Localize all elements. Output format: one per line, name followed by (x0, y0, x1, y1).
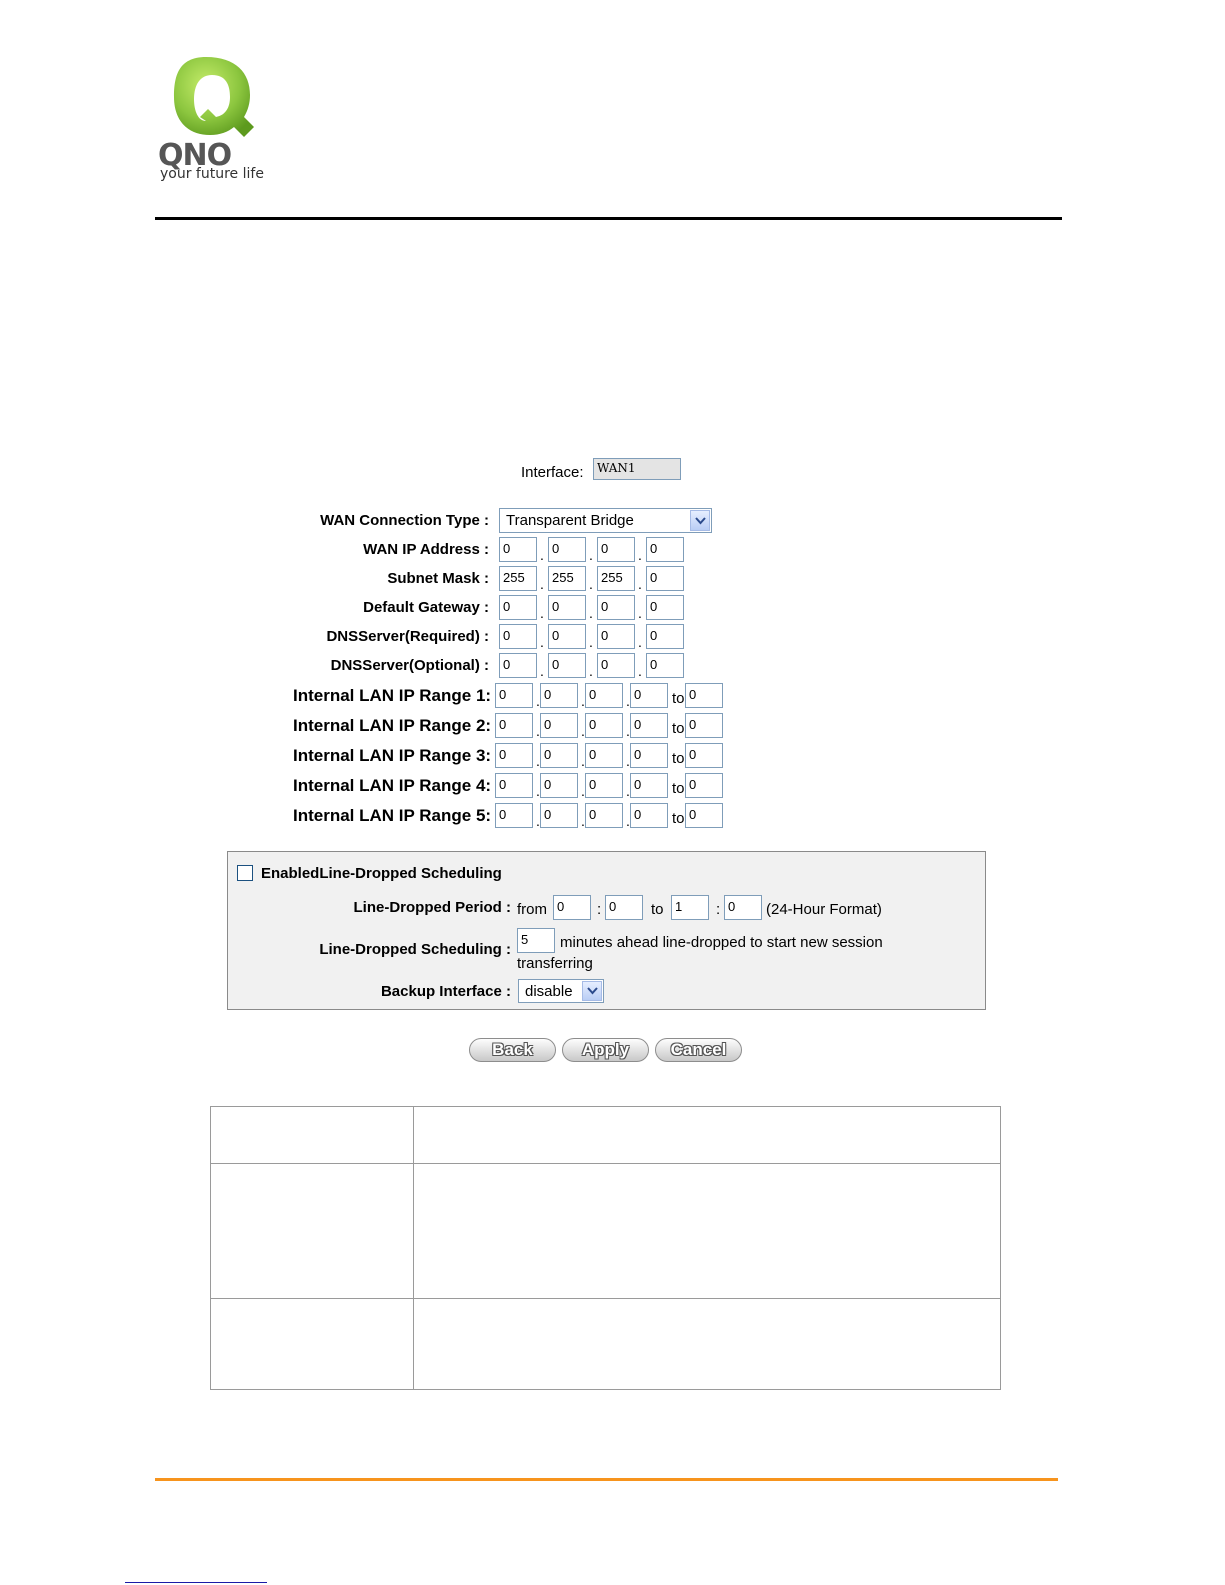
ip-dot: . (540, 547, 544, 563)
ip-dot: . (581, 813, 585, 829)
lan-range-5-label: Internal LAN IP Range 5: (293, 806, 492, 825)
line-dropped-scheduling-label: Line-Dropped Scheduling : (319, 941, 511, 958)
period-to-minute[interactable]: 0 (724, 895, 762, 920)
ip-dot: . (589, 605, 593, 621)
minutes-ahead-text: minutes ahead line-dropped to start new session (560, 934, 883, 951)
subnet-mask-octet-2[interactable]: 255 (548, 566, 586, 591)
hour-format-text: (24-Hour Format) (766, 901, 882, 918)
ip-dot: . (638, 605, 642, 621)
chevron-down-icon[interactable] (690, 510, 710, 531)
header-divider (155, 217, 1062, 220)
ip-dot: . (626, 783, 630, 799)
lan-range-1-to[interactable]: 0 (685, 683, 723, 708)
dns1-octet-4[interactable]: 0 (646, 624, 684, 649)
range-to-text: to (672, 690, 685, 707)
gateway-octet-4[interactable]: 0 (646, 595, 684, 620)
ip-dot: . (626, 813, 630, 829)
minutes-ahead-text-2: transferring (517, 955, 593, 972)
ip-dot: . (536, 813, 540, 829)
ip-dot: . (536, 753, 540, 769)
period-from-minute[interactable]: 0 (605, 895, 643, 920)
cancel-button[interactable]: Cancel (655, 1038, 742, 1062)
ip-dot: . (638, 547, 642, 563)
subnet-mask-label: Subnet Mask : (387, 570, 489, 587)
lan-range-4-octet-2[interactable]: 0 (540, 773, 578, 798)
ip-dot: . (626, 693, 630, 709)
table-row-divider (210, 1163, 1001, 1164)
apply-button[interactable]: Apply (562, 1038, 649, 1062)
lan-range-1-octet-3[interactable]: 0 (585, 683, 623, 708)
description-table (210, 1106, 1001, 1390)
ip-dot: . (638, 634, 642, 650)
lan-range-2-octet-1[interactable]: 0 (495, 713, 533, 738)
lan-range-5-octet-2[interactable]: 0 (540, 803, 578, 828)
dns2-octet-2[interactable]: 0 (548, 653, 586, 678)
backup-interface-select[interactable] (518, 979, 604, 1003)
subnet-mask-octet-3[interactable]: 255 (597, 566, 635, 591)
wan-connection-type-select[interactable] (499, 508, 712, 533)
dns-required-label: DNSServer(Required) : (326, 628, 489, 645)
footer-divider (155, 1478, 1058, 1481)
ip-dot: . (536, 783, 540, 799)
footer-link-underline (125, 1582, 267, 1583)
q-logo-icon (158, 55, 268, 145)
lan-range-4-octet-1[interactable]: 0 (495, 773, 533, 798)
ip-dot: . (581, 693, 585, 709)
from-text: from (517, 901, 547, 918)
period-from-hour[interactable]: 0 (553, 895, 591, 920)
ip-dot: . (638, 576, 642, 592)
wan-connection-type-value: Transparent Bridge (506, 512, 634, 529)
table-column-divider (413, 1106, 414, 1390)
time-colon: : (716, 901, 721, 918)
ip-dot: . (626, 723, 630, 739)
backup-interface-value: disable (525, 983, 573, 1000)
ip-dot: . (638, 663, 642, 679)
lan-range-4-octet-4[interactable]: 0 (630, 773, 668, 798)
range-to-text: to (672, 720, 685, 737)
lan-range-2-octet-2[interactable]: 0 (540, 713, 578, 738)
subnet-mask-octet-4[interactable]: 0 (646, 566, 684, 591)
range-to-text: to (672, 750, 685, 767)
ip-dot: . (540, 576, 544, 592)
wan-ip-octet-3[interactable]: 0 (597, 537, 635, 562)
lan-range-3-octet-2[interactable]: 0 (540, 743, 578, 768)
range-to-text: to (672, 780, 685, 797)
dns1-octet-2[interactable]: 0 (548, 624, 586, 649)
ip-dot: . (540, 663, 544, 679)
wan-ip-label: WAN IP Address : (363, 541, 489, 558)
lan-range-5-to[interactable]: 0 (685, 803, 723, 828)
wan-ip-octet-4[interactable]: 0 (646, 537, 684, 562)
gateway-octet-1[interactable]: 0 (499, 595, 537, 620)
lan-range-3-octet-1[interactable]: 0 (495, 743, 533, 768)
lan-range-1-octet-4[interactable]: 0 (630, 683, 668, 708)
lan-range-3-to[interactable]: 0 (685, 743, 723, 768)
interface-label: Interface: (521, 464, 584, 481)
minutes-ahead-input[interactable]: 5 (517, 928, 555, 953)
ip-dot: . (626, 753, 630, 769)
wan-connection-type-label: WAN Connection Type : (320, 512, 489, 529)
lan-range-3-octet-3[interactable]: 0 (585, 743, 623, 768)
lan-range-3-octet-4[interactable]: 0 (630, 743, 668, 768)
to-text: to (651, 901, 664, 918)
enable-scheduling-checkbox[interactable] (237, 865, 253, 881)
ip-dot: . (589, 663, 593, 679)
time-colon: : (597, 901, 602, 918)
dns2-octet-3[interactable]: 0 (597, 653, 635, 678)
lan-range-5-octet-3[interactable]: 0 (585, 803, 623, 828)
ip-dot: . (536, 693, 540, 709)
back-button[interactable]: Back (469, 1038, 556, 1062)
table-row-divider (210, 1298, 1001, 1299)
enable-scheduling-label: EnabledLine-Dropped Scheduling (261, 865, 502, 882)
logo-brand-text: QNO (158, 138, 232, 173)
line-dropped-period-label: Line-Dropped Period : (353, 899, 511, 916)
gateway-octet-3[interactable]: 0 (597, 595, 635, 620)
gateway-octet-2[interactable]: 0 (548, 595, 586, 620)
ip-dot: . (540, 605, 544, 621)
ip-dot: . (581, 753, 585, 769)
chevron-down-icon[interactable] (582, 981, 602, 1001)
period-to-hour[interactable]: 1 (671, 895, 709, 920)
dns1-octet-3[interactable]: 0 (597, 624, 635, 649)
ip-dot: . (540, 634, 544, 650)
lan-range-1-label: Internal LAN IP Range 1: (293, 686, 492, 705)
default-gateway-label: Default Gateway : (363, 599, 489, 616)
dns-optional-label: DNSServer(Optional) : (330, 657, 489, 674)
lan-range-4-to[interactable]: 0 (685, 773, 723, 798)
interface-field: WAN1 (593, 458, 681, 480)
dns2-octet-1[interactable]: 0 (499, 653, 537, 678)
dns1-octet-1[interactable]: 0 (499, 624, 537, 649)
ip-dot: . (581, 723, 585, 739)
subnet-mask-octet-1[interactable]: 255 (499, 566, 537, 591)
backup-interface-label: Backup Interface : (380, 983, 511, 1000)
range-to-text: to (672, 810, 685, 827)
lan-range-2-octet-4[interactable]: 0 (630, 713, 668, 738)
wan-ip-octet-1[interactable]: 0 (499, 537, 537, 562)
ip-dot: . (589, 547, 593, 563)
lan-range-5-octet-1[interactable]: 0 (495, 803, 533, 828)
lan-range-4-octet-3[interactable]: 0 (585, 773, 623, 798)
logo-tagline: your future life (160, 166, 264, 182)
ip-dot: . (589, 634, 593, 650)
ip-dot: . (589, 576, 593, 592)
lan-range-1-octet-1[interactable]: 0 (495, 683, 533, 708)
lan-range-1-octet-2[interactable]: 0 (540, 683, 578, 708)
lan-range-2-label: Internal LAN IP Range 2: (293, 716, 492, 735)
lan-range-2-to[interactable]: 0 (685, 713, 723, 738)
lan-range-4-label: Internal LAN IP Range 4: (293, 776, 492, 795)
lan-range-5-octet-4[interactable]: 0 (630, 803, 668, 828)
ip-dot: . (581, 783, 585, 799)
ip-dot: . (536, 723, 540, 739)
lan-range-3-label: Internal LAN IP Range 3: (293, 746, 492, 765)
dns2-octet-4[interactable]: 0 (646, 653, 684, 678)
wan-ip-octet-2[interactable]: 0 (548, 537, 586, 562)
lan-range-2-octet-3[interactable]: 0 (585, 713, 623, 738)
